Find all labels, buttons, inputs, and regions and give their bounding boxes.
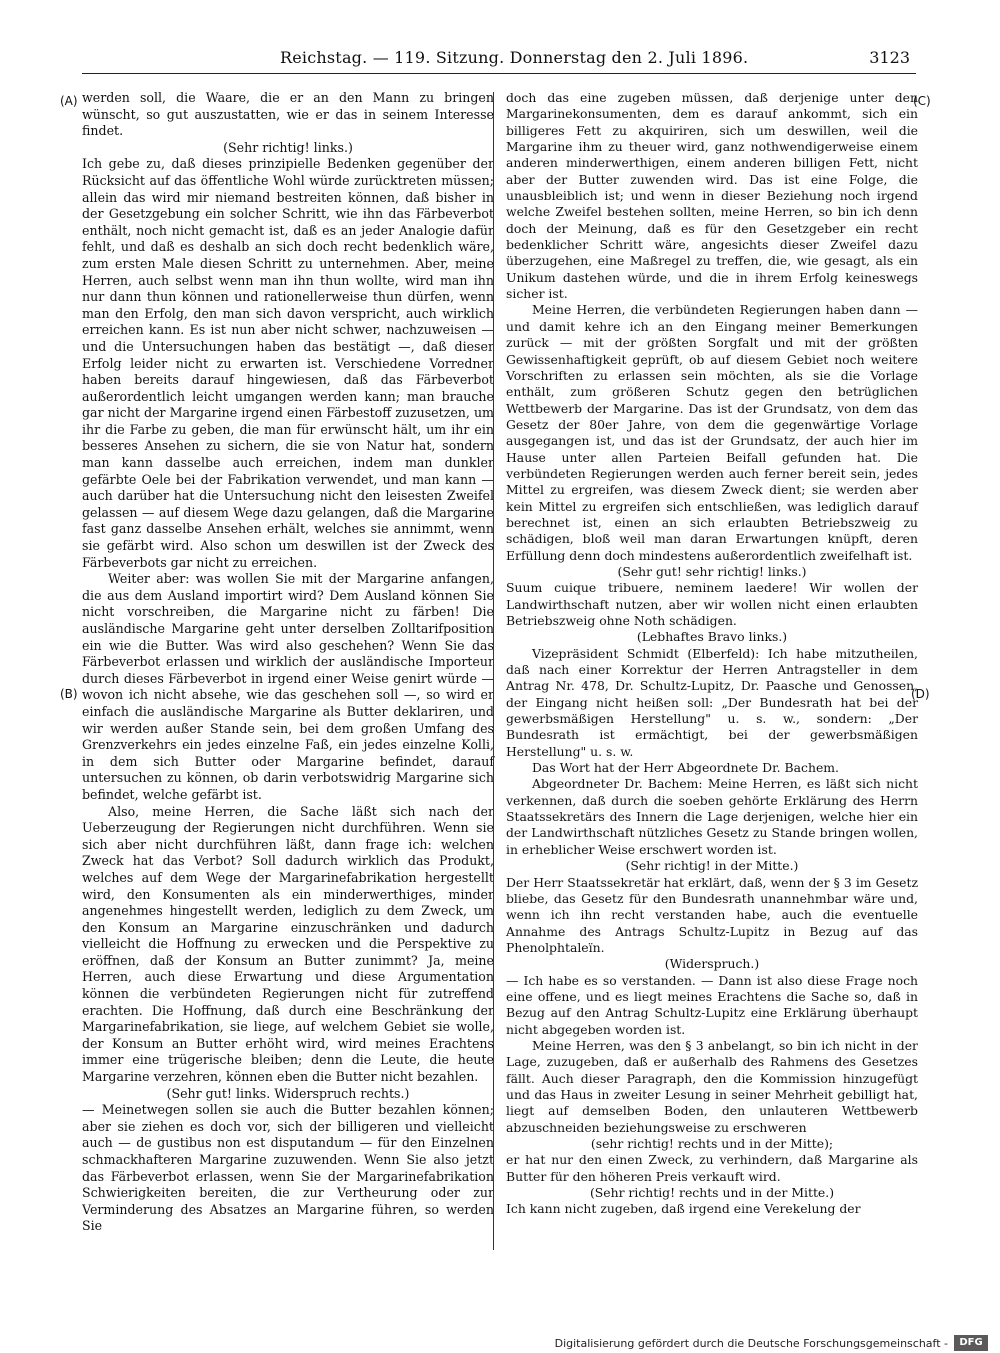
paragraph: doch das eine zugeben müssen, daß derjenige unter den Margarinekonsumenten, dem es darauf ankommt, sich ein billigeres Fett zu akquiriren, sich um deswillen, weil die Margarine ihm zu theuer wird, ganz nothwendigerweise einem anderen minderwerthigen, einem anderen billigen Fett, nicht aber der Butter zuwenden wird. Das ist eine Folge, die unausbleiblich ist; und wenn in dieser Beziehung noch irgend welche Zweifel bestehen sollten, meine Herren, so bin ich denn doch der Meinung, daß es für den Gesetzgeber ein recht bedenklicher Schritt wäre, angesichts dieser Zweifel dazu überzugehen, eine Maßregel zu treffen, die, wie gesagt, als ein Unikum dastehen würde, und die in ihrem Erfolg keineswegs sicher ist.	[506, 90, 918, 302]
paragraph: — Meinetwegen sollen sie auch die Butter bezahlen können; aber sie ziehen es doch vor, sich der billigeren und vielleicht auch — de gustibus non est disputandum — für den Einzelnen schmackhafteren Margarine zuzuwenden. Wenn Sie also jetzt das Färbeverbot erlassen, wenn Sie der Margarinefabrikation Schwierigkeiten bereiten, die zur Vertheurung oder zur Verminderung des Absatzes an Margarine führen, so werden Sie	[82, 1102, 494, 1234]
stage-direction: (Sehr richtig! rechts und in der Mitte.)	[589, 1185, 835, 1201]
paragraph: Weiter aber: was wollen Sie mit der Margarine anfangen, die aus dem Ausland importirt wird? Dem Ausland können Sie nicht vorschreiben, die Margarine nicht zu färben! Die ausländische Margarine geht unter derselben Zolltarifposition ein wie die Butter. Was wird also geschehen? Wenn Sie das Färbeverbot erlassen und wirklich der ausländische Importeur durch dieses Färbeverbot in irgend einer Weise genirt würde — wovon ich nicht absehe, wie das geschehen soll —, so wird er einfach die ausländische Margarine als Butter deklariren, und wir werden außer Stande sein, bei dem großen Umfang des Grenzverkehrs ein jedes einzelne Faß, ein jedes einzelne Kolli, in dem sich Butter oder Margarine befindet, darauf untersuchen zu können, ob darin verbotswidrig Margarine sich befindet, welche gefärbt ist.	[82, 571, 494, 802]
paragraph: Abgeordneter Dr. Bachem: Meine Herren, es läßt sich nicht verkennen, daß durch die soeben gehörte Erklärung des Herrn Staatssekretärs des Innern die Lage derjenigen, welche hier ein der Landwirthschaft nützliches Gesetz zu Stande bringen wollen, in erheblicher Weise erschwert worden ist.	[506, 776, 918, 857]
stage-direction: (Sehr gut! links. Widerspruch rechts.)	[166, 1085, 410, 1101]
stage-direction: (Sehr gut! sehr richtig! links.)	[617, 563, 807, 579]
paragraph: er hat nur den einen Zweck, zu verhindern, daß Margarine als Butter für den höheren Preis verkauft wird.	[506, 1152, 918, 1184]
funding-note: Digitalisierung gefördert durch die Deutsche Forschungsgemeinschaft -	[554, 1337, 948, 1350]
stage-direction: (Widerspruch.)	[664, 956, 760, 972]
page-footer	[0, 1335, 1000, 1353]
page-number: 3123	[869, 48, 910, 67]
stage-direction: (sehr richtig! rechts und in der Mitte);	[590, 1136, 834, 1151]
page-header	[80, 48, 916, 72]
header-rule	[82, 73, 916, 74]
paragraph: Meine Herren, die verbündeten Regierungen haben dann — und damit kehre ich an den Eingang meiner Bemerkungen zurück — mit der größten Sorgfalt und mit der größten Gewissenhaftigkeit geprüft, ob auf diesem Gebiet noch weitere Vorschriften zu erlassen sein möchten, als sie die Vorlage enthält, zum größeren Schutz gegen den betrüglichen Wettbewerb der Margarine. Das ist der Grundsatz, von dem das Gesetz der 80er Jahre, von dem die gegenwärtige Vorlage ausgegangen ist, und das ist der Grundsatz, der auch hier im Hause unter allen Parteien Beifall gefunden hat. Die verbündeten Regierungen werden auch ferner bereit sein, jedes Mittel zu ergreifen, was diesem Zweck dient; sie werden aber kein Mittel zu ergreifen sich entschließen, was lediglich darauf berechnet ist, einen an sich erlaubten Betriebszweig zu schädigen, bloß weil man daran Erwartungen knüpft, deren Erfüllung denn doch mindestens außerordentlich zweifelhaft ist.	[506, 302, 918, 563]
stage-direction: (Sehr richtig! in der Mitte.)	[625, 858, 799, 874]
stage-direction: (Sehr richtig! links.)	[223, 139, 353, 155]
dfg-logo: DFG	[954, 1335, 988, 1351]
left-column	[82, 90, 494, 1235]
right-column	[506, 90, 918, 1218]
paragraph: Suum cuique tribuere, neminem laedere! Wir wollen der Landwirthschaft nutzen, aber wir wollen nicht einen erlaubten Betriebszweig ohne Noth schädigen.	[506, 580, 918, 628]
paragraph: Also, meine Herren, die Sache läßt sich nach der Ueberzeugung der Regierungen nicht durchführen. Wenn sie sich aber nicht durchführen läßt, dann frage ich: welchen Zweck hat das Verbot? Soll dadurch wirklich das Produkt, welches auf dem Wege der Margarinefabrikation hergestellt wird, den Konsumenten als ein minderwerthiges, minder angenehmes hingestellt werden, lediglich zu dem Zweck, um den Konsum an Margarine einzuschränken und dadurch vielleicht die Hoffnung zu erwecken und die Perspektive zu eröffnen, daß der Konsum an Butter zunimmt? Ja, meine Herren, auch diese Erwartung und diese Argumentation können die verbündeten Regierungen nicht für zutreffend erachten. Die Hoffnung, daß durch eine Beschränkung der Margarinefabrikation, sie liege, auf welchem Gebiet sie wolle, der Konsum an Butter erhöht wird, wird meines Erachtens immer eine trügerische bleiben; denn die Leute, die heute Margarine verzehren, können eben die Butter nicht bezahlen.	[82, 803, 494, 1085]
margin-marker-d: (D)	[911, 687, 930, 701]
running-title: Reichstag. — 119. Sitzung. Donnerstag den 2. Juli 1896.	[280, 48, 749, 67]
paragraph: Das Wort hat der Herr Abgeordnete Dr. Bachem.	[532, 760, 839, 776]
paragraph: Vizepräsident Schmidt (Elberfeld): Ich habe mitzutheilen, daß nach einer Korrektur der Herren Antragsteller in dem Antrag Nr. 478, Dr. Schultz-Lupitz, Dr. Paasche und Genossen, der Eingang nicht heißen soll: „Der Bundesrath hat bei der gewerbsmäßigen Herstellung" u. s. w., sondern: „Der Bundesrath ist ermächtigt, bei der gewerbsmäßigen Herstellung" u. s. w.	[506, 645, 918, 759]
column-divider	[493, 92, 494, 1250]
stage-direction: (Lebhaftes Bravo links.)	[636, 629, 788, 645]
paragraph: Ich gebe zu, daß dieses prinzipielle Bedenken gegenüber der Rücksicht auf das öffentliche Wohl würde zurücktreten müssen; allein das wird mir niemand bestreiten können, daß bisher in der Gesetzgebung ein solcher Schritt, wie ihn das Färbeverbot enthält, noch nicht gemacht ist, daß es an jeder Analogie dafür fehlt, und daß es deshalb an sich doch recht bedenklich wäre, zum ersten Male diesen Schritt zu unternehmen. Aber, meine Herren, auch selbst wenn man ihn thun wollte, wird man ihn nur dann thun können und rationellerweise thun dürfen, wenn man den Erfolg, den man sich davon verspricht, auch wirklich erreichen kann. Es ist nun aber nicht schwer, nachzuweisen — und die Untersuchungen haben das bestätigt —, daß dieser Erfolg leider nicht zu erwarten ist. Verschiedene Vorredner haben bereits darauf hingewiesen, daß das Färbeverbot außerordentlich leicht umgangen werden kann; man brauche gar nicht der Margarine irgend einen Färbestoff zuzusetzen, um ihr die Farbe zu geben, die man für erwünscht hält, um ihr ein besseres Ansehen zu sichern, die sie von Natur hat, sondern man kann dasselbe auch erreichen, indem man dunkler gefärbte Oele bei der Fabrikation verwendet, und man kann — auch darüber hat die Untersuchung nicht den leisesten Zweifel gelassen — auf diesem Wege dazu gelangen, daß die Margarine fast ganz dasselbe Ansehen erhält, welches sie annimmt, wenn sie gefärbt wird. Also schon um deswillen ist der Zweck des Färbeverbots gar nicht zu erreichen.	[82, 156, 494, 570]
paragraph: — Ich habe es so verstanden. — Dann ist also diese Frage noch eine offene, und es liegt meines Erachtens die Sache so, daß in Bezug auf den Antrag Schultz-Lupitz eine Erklärung überhaupt nicht abgegeben worden ist.	[506, 972, 918, 1037]
margin-marker-a: (A)	[60, 94, 78, 108]
paragraph: Meine Herren, was den § 3 anbelangt, so bin ich nicht in der Lage, zuzugeben, daß er außerhalb des Rahmens des Gesetzes fällt. Auch dieser Paragraph, den die Kommission hinzugefügt und das Haus in zweiter Lesung in seiner Mehrheit gebilligt hat, liegt auf demselben Boden, den unlauteren Wettbewerb abzuschneiden beziehungsweise zu erschweren	[506, 1037, 918, 1135]
paragraph: Ich kann nicht zugeben, daß irgend eine Verekelung der	[506, 1201, 861, 1217]
margin-marker-b: (B)	[60, 687, 78, 701]
margin-marker-c: (C)	[913, 94, 931, 108]
paragraph: Der Herr Staatssekretär hat erklärt, daß, wenn der § 3 im Gesetz bliebe, das Gesetz für den Bundesrath unannehmbar wäre und, wenn ich ihn recht verstanden habe, auch die eventuelle Annahme des Antrags Schultz-Lupitz in Bezug auf das Phenolphtaleïn.	[506, 874, 918, 955]
paragraph: werden soll, die Waare, die er an den Mann zu bringen wünscht, so gut auszustatten, wie er das in seinem Interesse findet.	[82, 90, 494, 139]
